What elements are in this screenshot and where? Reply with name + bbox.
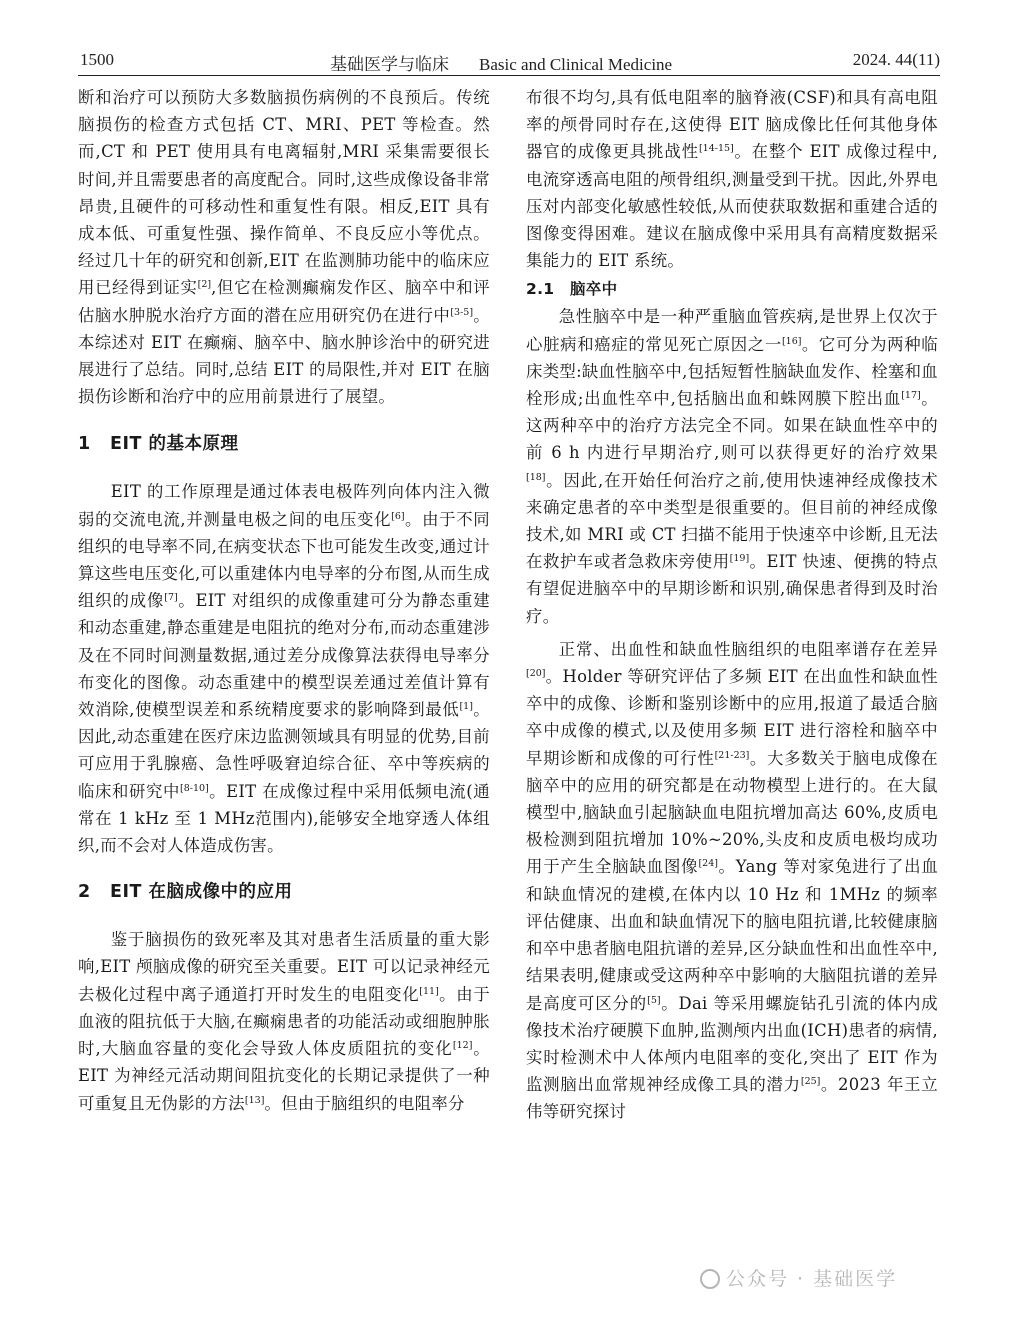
right-column: [526, 84, 938, 1126]
citation: [5]: [647, 994, 661, 1006]
citation: [24]: [698, 858, 718, 870]
citation: [14-15]: [698, 143, 734, 155]
citation: [12]: [452, 1040, 473, 1052]
citation: [2]: [197, 279, 212, 291]
section-heading-1: 1 EIT 的基本原理: [78, 434, 239, 455]
watermark: 公众号 · 基础医学: [700, 1264, 897, 1291]
citation: [1]: [459, 701, 473, 713]
citation: [17]: [901, 390, 921, 402]
citation: [6]: [391, 510, 405, 522]
left-column: [78, 84, 490, 1117]
citation: [8-10]: [180, 782, 209, 794]
paragraph: 急性脑卒中是一种严重脑血管疾病,是世界上仅次于心脏病和癌症的常见死亡原因之一[16]。它可分为两种临床类型:缺血性脑卒中,包括短暂性脑缺血发作、栓塞和血栓形成;出血性卒中,包括脑出血和蛛网膜下腔出血[17]。这两种卒中的治疗方法完全不同。如果在缺血性卒中的前 6 h 内进行早期治疗,则可以获得更好的治疗效果[18]。因此,在开始任何治疗之前,使用快速神经成像技术来确定患者的卒中类型是很重要的。但目前的神经成像技术,如 MRI 或 CT 扫描不能用于快速卒中诊断,且无法在救护车或者急救床旁使用[19]。EIT 快速、便携的特点有望促进脑卒中的早期诊断和识别,确保患者得到及时治疗。: [526, 307, 938, 626]
citation: [7]: [164, 592, 178, 604]
paragraph: 布很不均匀,具有低电阻率的脑脊液(CSF)和具有高电阻率的颅骨同时存在,这使得 EIT 脑成像比任何其他身体器官的成像更具挑战性[14-15]。在整个 EIT 成像过程中,电流穿透高电阻的颅骨组织,测量受到干扰。因此,外界电压对内部变化敏感性较低,从而使获取数据和重建合适的图像变得困难。建议在脑成像中采用具有高精度数据采集能力的 EIT 系统。: [526, 88, 938, 271]
paragraph: 断和治疗可以预防大多数脑损伤病例的不良预后。传统脑损伤的检查方式包括 CT、MRI、PET 等检查。然而,CT 和 PET 使用具有电离辐射,MRI 采集需要很长时间,并且需要患者的高度配合。同时,这些成像设备非常昂贵,且硬件的可移动性和重复性有限。相反,EIT 具有成本低、可重复性强、操作简单、不良反应小等优点。经过几十年的研究和创新,EIT 在监测肺功能中的临床应用已经得到证实[2],但它在检测癫痫发作区、脑卒中和评估脑水肿脱水治疗方面的潜在应用研究仍在进行中[3-5]。本综述对 EIT 在癫痫、脑卒中、脑水肿诊治中的研究进展进行了总结。同时,总结 EIT 的局限性,并对 EIT 在脑损伤诊断和治疗中的应用前景进行了展望。: [78, 88, 491, 407]
citation: [3-5]: [450, 306, 474, 318]
journal-title-cn: 基础医学与临床: [330, 55, 449, 74]
issue-info: 2024. 44(11): [852, 50, 940, 69]
citation: [11]: [419, 985, 439, 997]
paragraph: 正常、出血性和缺血性脑组织的电阻率谱存在差异[20]。Holder 等研究评估了多频 EIT 在出血性和缺血性卒中的成像、诊断和鉴别诊断中的应用,报道了最适合脑卒中成像的模式,以及使用多频 EIT 进行溶栓和脑卒中早期诊断和成像的可行性[21-23]。大多数关于脑电成像在脑卒中的应用的研究都是在动物模型上进行的。在大鼠模型中,脑缺血引起脑缺血电阻抗增加高达 60%,皮质电极检测到阻抗增加 10%~20%,头皮和皮质电极均成功用于产生全脑缺血图像[24]。Yang 等对家兔进行了出血和缺血情况的建模,在体内以 10 Hz 和 1MHz 的频率评估健康、出血和缺血情况下的脑电阻抗谱,比较健康脑和卒中患者脑电阻抗谱的差异,区分缺血性和出血性卒中,结果表明,健康或受这两种卒中影响的大脑阻抗谱的差异是高度可区分的[5]。Dai 等采用螺旋钻孔引流的体内成像技术治疗硬膜下血肿,监测颅内出血(ICH)患者的病情,实时检测术中人体颅内电阻率的变化,突出了 EIT 作为监测脑出血常规神经成像工具的潜力[25]。2023 年王立伟等研究探讨: [526, 639, 939, 1122]
citation: [19]: [729, 553, 750, 565]
section-heading-2: 2 EIT 在脑成像中的应用: [78, 882, 293, 903]
subsection-heading-2-1: 2.1 脑卒中: [526, 280, 618, 299]
citation: [16]: [781, 335, 802, 347]
journal-title-en: Basic and Clinical Medicine: [479, 55, 673, 74]
citation: [21-23]: [714, 749, 750, 761]
citation: [13]: [244, 1094, 265, 1106]
paragraph: 鉴于脑损伤的致死率及其对患者生活质量的重大影响,EIT 颅脑成像的研究至关重要。EIT 可以记录神经元去极化过程中离子通道打开时发生的电阻变化[11]。由于血液的阻抗低于大脑,在癫痫患者的功能活动或细胞肿胀时,大脑血容量的变化会导致人体皮质阻抗的变化[12]。EIT 为神经元活动期间阻抗变化的长期记录提供了一种可重复且无伪影的方法[13]。但由于脑组织的电阻率分: [78, 930, 491, 1113]
wechat-icon: [700, 1269, 720, 1289]
paragraph: EIT 的工作原理是通过体表电极阵列向体内注入微弱的交流电流,并测量电极之间的电压变化[6]。由于不同组织的电导率不同,在病变状态下也可能发生改变,通过计算这些电压变化,可以重建体内电导率的分布图,从而生成组织的成像[7]。EIT 对组织的成像重建可分为静态重建和动态重建,静态重建是电阻抗的绝对分布,而动态重建涉及在不同时间测量数据,通过差分成像算法获得电导率分布变化的图像。动态重建中的模型误差通过差值计算有效消除,使模型误差和系统精度要求的影响降到最低[1]。因此,动态重建在医疗床边监测领域具有明显的优势,目前可应用于乳腺癌、急性呼吸窘迫综合征、卒中等疾病的临床和研究中[8-10]。EIT 在成像过程中采用低频电流(通常在 1 kHz 至 1 MHz范围内),能够安全地穿透人体组织,而不会对人体造成伤害。: [78, 482, 490, 856]
header-rule: [78, 75, 940, 76]
citation: [18]: [526, 471, 546, 483]
journal-title: [330, 50, 672, 75]
citation: [25]: [800, 1076, 821, 1088]
citation: [20]: [526, 668, 546, 680]
running-header: [78, 46, 940, 76]
page-number: 1500: [80, 50, 114, 69]
